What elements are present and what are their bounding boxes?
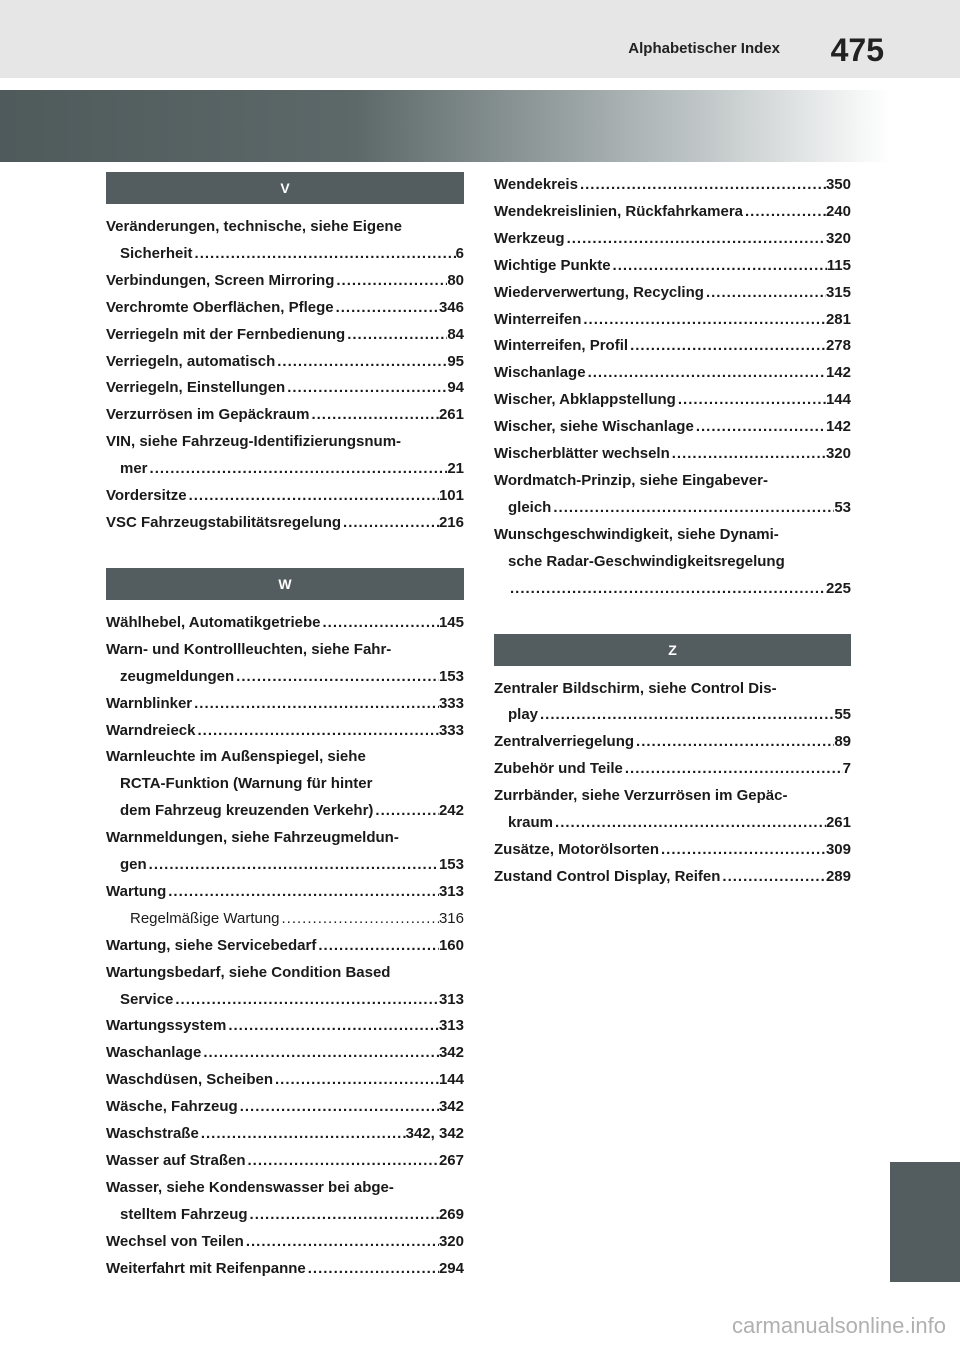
- index-entry-line: [494, 729, 851, 756]
- section-header: V: [106, 172, 464, 204]
- index-entry: [494, 226, 851, 253]
- index-entry-line: [106, 349, 464, 376]
- index-entry-line: [106, 1202, 464, 1229]
- index-entry: [494, 837, 851, 864]
- page-reference: 21: [447, 460, 464, 478]
- index-term: Regelmäßige Wartung: [130, 909, 280, 927]
- dot-leader: [670, 441, 826, 468]
- index-term: Waschdüsen, Scheiben: [106, 1071, 273, 1089]
- page-reference: 342: [438, 1044, 464, 1062]
- index-entry: [106, 322, 464, 349]
- chapter-side-tab: [890, 1162, 960, 1282]
- index-term: Verbindungen, Screen Mirroring: [106, 271, 335, 289]
- index-term: Vordersitze: [106, 487, 187, 505]
- section-gap: [494, 603, 851, 634]
- index-term: Verriegeln, automatisch: [106, 352, 276, 370]
- header-title: Alphabetischer Index: [628, 40, 780, 57]
- index-entry-line: [494, 441, 851, 468]
- index-entry: [106, 349, 464, 376]
- index-entry-line: VIN, siehe Fahrzeug-Identifizierungsnum-: [106, 433, 402, 451]
- chapter-banner: [0, 90, 890, 162]
- index-term: Verriegeln, Einstellungen: [106, 379, 286, 397]
- index-entry-line: Zurrbänder, siehe Verzurrösen im Gepäc-: [494, 787, 788, 805]
- index-term: Winterreifen, Profil: [494, 337, 629, 355]
- index-entry: [494, 468, 851, 522]
- index-entry: [106, 402, 464, 429]
- page-reference: 240: [825, 202, 851, 220]
- dot-leader: [187, 483, 439, 510]
- dot-leader: [273, 1067, 439, 1094]
- index-entry-line: [106, 798, 464, 825]
- index-entry-line: [106, 402, 464, 429]
- dot-leader: [320, 610, 438, 637]
- index-term: Verzurrösen im Gepäckraum: [106, 406, 310, 424]
- index-term: gen: [120, 856, 147, 874]
- index-entry-line: [106, 322, 464, 349]
- index-term: Wartung: [106, 882, 167, 900]
- index-entry-line: [494, 495, 851, 522]
- index-entry: [494, 676, 851, 730]
- index-term: Zubehör und Teile: [494, 760, 623, 778]
- index-entry-line: [106, 1013, 464, 1040]
- index-entry: [494, 441, 851, 468]
- index-entry: [106, 214, 464, 268]
- dot-leader: [720, 864, 826, 891]
- dot-leader: [275, 349, 447, 376]
- page-reference: 320: [438, 1232, 464, 1250]
- index-entry: [494, 756, 851, 783]
- index-entry: [106, 1067, 464, 1094]
- index-term: kraum: [508, 814, 554, 832]
- index-entry-line: [494, 199, 851, 226]
- index-entry: [106, 879, 464, 906]
- section-header: Z: [494, 634, 851, 666]
- page-reference: 261: [438, 406, 464, 424]
- index-entry-line: [494, 756, 851, 783]
- page-reference: 269: [438, 1205, 464, 1223]
- index-entry-line: RCTA-Funktion (Warnung für hinter: [120, 775, 373, 793]
- index-term: Winterreifen: [494, 310, 582, 328]
- page-reference: 278: [825, 337, 851, 355]
- index-entry-line: [106, 241, 464, 268]
- index-entry: [494, 864, 851, 891]
- index-entry: [494, 172, 851, 199]
- dot-leader: [634, 729, 834, 756]
- index-entry-line: [106, 375, 464, 402]
- index-term: VSC Fahrzeugstabilitätsregelung: [106, 513, 342, 531]
- index-term: zeugmeldungen: [120, 667, 235, 685]
- index-term: Wendekreis: [494, 176, 578, 193]
- index-entry: [106, 1175, 464, 1229]
- index-term: mer: [120, 460, 148, 478]
- index-entry: [106, 691, 464, 718]
- dot-leader: [611, 253, 827, 280]
- index-term: Wählhebel, Automatikgetriebe: [106, 613, 321, 631]
- section-gap: [106, 537, 464, 568]
- dot-leader: [173, 987, 439, 1014]
- page-reference: 101: [438, 487, 464, 505]
- dot-leader: [246, 1148, 439, 1175]
- index-entry-line: [106, 879, 464, 906]
- index-term: Wischanlage: [494, 364, 586, 382]
- index-term: Wischer, siehe Wischanlage: [494, 418, 694, 436]
- index-entry: [494, 199, 851, 226]
- index-term: Wäsche, Fahrzeug: [106, 1098, 238, 1116]
- page-reference: 342: [438, 1098, 464, 1116]
- index-entry-line: [106, 664, 464, 691]
- index-term: Warndreieck: [106, 721, 196, 739]
- page-reference: 267: [438, 1152, 464, 1169]
- page-reference: 89: [834, 733, 851, 751]
- index-term: Zusätze, Motorölsorten: [494, 840, 660, 858]
- page-reference: 216: [438, 513, 464, 531]
- index-term: Werkzeug: [494, 229, 565, 247]
- index-entry: [106, 1040, 464, 1067]
- index-entry-line: Zentraler Bildschirm, siehe Control Dis-: [494, 679, 777, 697]
- page-reference: 316: [438, 909, 464, 927]
- index-entry: [106, 295, 464, 322]
- index-term: Weiterfahrt mit Reifenpanne: [106, 1259, 306, 1277]
- dot-leader: [578, 172, 826, 199]
- page-reference: 333: [438, 694, 464, 712]
- dot-leader: [704, 280, 826, 307]
- index-entry: [106, 375, 464, 402]
- page-reference: 7: [842, 760, 851, 778]
- index-entry-line: Wasser, siehe Kondenswasser bei abge-: [106, 1178, 394, 1196]
- dot-leader: [508, 576, 826, 603]
- index-term: Waschanlage: [106, 1044, 202, 1062]
- index-entry-line: [494, 333, 851, 360]
- dot-leader: [193, 241, 456, 268]
- index-entry-line: [494, 576, 851, 603]
- page-reference: 350: [825, 176, 851, 193]
- index-entry: [106, 268, 464, 295]
- header-bar: [0, 0, 960, 78]
- page-reference: 55: [834, 706, 851, 724]
- index-entry: [494, 333, 851, 360]
- page-reference: 333: [438, 721, 464, 739]
- index-entry: [106, 825, 464, 879]
- index-term: Wechsel von Teilen: [106, 1232, 244, 1250]
- index-entry: [106, 933, 464, 960]
- page-reference: 160: [438, 936, 464, 954]
- dot-leader: [148, 456, 448, 483]
- dot-leader: [334, 268, 447, 295]
- dot-leader: [553, 810, 826, 837]
- index-entry: [106, 1094, 464, 1121]
- index-entry-line: Wordmatch-Prinzip, siehe Eingabever-: [494, 471, 768, 489]
- index-entry-line: [106, 1256, 464, 1283]
- page-reference: 145: [438, 613, 464, 631]
- index-term: gleich: [508, 498, 552, 516]
- index-entry-line: [106, 483, 464, 510]
- page-reference: 320: [825, 445, 851, 463]
- page-reference: 313: [438, 1017, 464, 1035]
- index-entry-line: [106, 691, 464, 718]
- index-term: Wartung, siehe Servicebedarf: [106, 936, 317, 954]
- page-reference: 53: [834, 498, 851, 516]
- index-term: Wartungssystem: [106, 1017, 227, 1035]
- dot-leader: [248, 1202, 439, 1229]
- index-entry-line: [106, 1067, 464, 1094]
- index-term: play: [508, 706, 539, 724]
- page-reference: 225: [825, 579, 851, 597]
- dot-leader: [743, 199, 826, 226]
- index-entry-line: Warnleuchte im Außenspiegel, siehe: [106, 748, 366, 766]
- index-entry: [106, 1148, 464, 1175]
- index-entry-line: [106, 1094, 464, 1121]
- index-entry-line: [494, 226, 851, 253]
- dot-leader: [316, 933, 439, 960]
- index-term: Zustand Control Display, Reifen: [494, 867, 721, 885]
- index-entry: [494, 522, 851, 603]
- page-reference: 242: [438, 802, 464, 820]
- page-reference: 261: [825, 814, 851, 832]
- page-reference: 315: [825, 283, 851, 301]
- index-entry: [106, 906, 464, 933]
- index-entry-line: [494, 414, 851, 441]
- index-entry: [106, 1256, 464, 1283]
- index-entry-line: [106, 933, 464, 960]
- dot-leader: [238, 1094, 439, 1121]
- page-reference: 313: [438, 882, 464, 900]
- index-entry-line: [106, 268, 464, 295]
- dot-leader: [373, 798, 439, 825]
- page-reference: 142: [825, 418, 851, 436]
- index-term: Zentralverriegelung: [494, 733, 635, 751]
- index-entry-line: [106, 1040, 464, 1067]
- index-term: dem Fahrzeug kreuzenden Verkehr): [120, 802, 374, 820]
- dot-leader: [166, 879, 439, 906]
- index-entry-line: [106, 906, 464, 933]
- page-reference: 144: [825, 391, 851, 409]
- index-entry: [106, 610, 464, 637]
- index-entry-line: [494, 864, 851, 891]
- index-entry: [494, 307, 851, 334]
- index-entry-line: [106, 987, 464, 1014]
- index-entry-line: [106, 1148, 464, 1175]
- page-reference: 6: [455, 244, 464, 262]
- index-entry: [106, 637, 464, 691]
- index-entry: [494, 414, 851, 441]
- dot-leader: [192, 691, 439, 718]
- index-entry-line: Veränderungen, technische, siehe Eigene: [106, 218, 402, 235]
- index-term: stelltem Fahrzeug: [120, 1205, 248, 1223]
- page-reference: 294: [438, 1259, 464, 1277]
- page-reference: 281: [825, 310, 851, 328]
- dot-leader: [309, 402, 439, 429]
- index-entry-line: [106, 718, 464, 745]
- index-term: Wischer, Abklappstellung: [494, 391, 676, 409]
- index-entry: [106, 1229, 464, 1256]
- index-entry: [106, 718, 464, 745]
- page-reference: 142: [825, 364, 851, 382]
- index-entry-line: [106, 510, 464, 537]
- index-entry-line: [494, 280, 851, 307]
- page-reference: 94: [447, 379, 464, 397]
- index-column-left: [106, 172, 464, 1283]
- index-entry-line: [106, 852, 464, 879]
- index-term: Wasser auf Straßen: [106, 1152, 246, 1169]
- page-reference: 289: [825, 867, 851, 885]
- page-reference: 346: [438, 298, 464, 316]
- dot-leader: [581, 307, 826, 334]
- page-reference: 144: [438, 1071, 464, 1089]
- dot-leader: [244, 1229, 439, 1256]
- dot-leader: [586, 360, 826, 387]
- index-entry-line: Warnmeldungen, siehe Fahrzeugmeldun-: [106, 829, 399, 847]
- index-entry: [494, 253, 851, 280]
- dot-leader: [147, 852, 439, 879]
- dot-leader: [334, 295, 439, 322]
- index-entry-line: [494, 172, 851, 199]
- index-entry: [106, 744, 464, 825]
- page-reference: 153: [438, 667, 464, 685]
- index-term: Wendekreislinien, Rückfahrkamera: [494, 202, 743, 220]
- dot-leader: [628, 333, 826, 360]
- index-entry-line: [106, 1229, 464, 1256]
- dot-leader: [694, 414, 826, 441]
- index-entry: [494, 387, 851, 414]
- index-term: Wiederverwertung, Recycling: [494, 283, 704, 301]
- page-reference: 309: [825, 840, 851, 858]
- page-reference: 153: [438, 856, 464, 874]
- index-entry-line: [494, 702, 851, 729]
- index-entry-line: [494, 307, 851, 334]
- index-entry: [106, 1013, 464, 1040]
- index-entry-line: Wunschgeschwindigkeit, siehe Dynami-: [494, 525, 779, 543]
- dot-leader: [285, 375, 447, 402]
- index-entry-line: [494, 387, 851, 414]
- index-entry-line: sche Radar-Geschwindigkeitsregelung: [508, 552, 785, 570]
- page-number: 475: [830, 32, 884, 68]
- dot-leader: [199, 1121, 406, 1148]
- index-entry-line: [494, 253, 851, 280]
- index-term: Sicherheit: [120, 244, 193, 262]
- index-entry-line: Warn- und Kontrollleuchten, siehe Fahr-: [106, 640, 392, 658]
- section-header: W: [106, 568, 464, 600]
- index-term: Verriegeln mit der Fernbedienung: [106, 325, 346, 343]
- page-reference: 84: [447, 325, 464, 343]
- dot-leader: [659, 837, 826, 864]
- index-entry: [494, 280, 851, 307]
- dot-leader: [551, 495, 834, 522]
- page-reference: 80: [447, 271, 464, 289]
- index-term: Waschstraße: [106, 1125, 199, 1143]
- dot-leader: [306, 1256, 439, 1283]
- index-term: Verchromte Oberflächen, Pflege: [106, 298, 334, 316]
- dot-leader: [565, 226, 826, 253]
- dot-leader: [280, 906, 439, 933]
- dot-leader: [195, 718, 438, 745]
- index-entry: [106, 1121, 464, 1148]
- dot-leader: [234, 664, 439, 691]
- page-reference: 95: [447, 352, 464, 370]
- index-entry-line: [494, 810, 851, 837]
- dot-leader: [538, 702, 834, 729]
- dot-leader: [676, 387, 826, 414]
- index-entry: [106, 483, 464, 510]
- dot-leader: [226, 1013, 439, 1040]
- index-term: Wichtige Punkte: [494, 256, 611, 274]
- index-entry-line: Wartungsbedarf, siehe Condition Based: [106, 963, 391, 981]
- index-column-right: [494, 172, 851, 891]
- index-entry: [106, 429, 464, 483]
- dot-leader: [341, 510, 439, 537]
- index-entry: [494, 360, 851, 387]
- index-entry: [106, 510, 464, 537]
- page-reference: 313: [438, 990, 464, 1008]
- dot-leader: [345, 322, 447, 349]
- dot-leader: [623, 756, 843, 783]
- index-entry: [494, 729, 851, 756]
- index-term: Wischerblätter wechseln: [494, 445, 670, 463]
- dot-leader: [201, 1040, 439, 1067]
- index-entry-line: [106, 1121, 464, 1148]
- watermark: carmanualsonline.info: [731, 1313, 946, 1338]
- index-entry-line: [106, 456, 464, 483]
- page-reference: 320: [825, 229, 851, 247]
- page-reference: 342, 342: [405, 1125, 464, 1143]
- index-term: Warnblinker: [106, 694, 193, 712]
- index-entry-line: [494, 837, 851, 864]
- index-entry-line: [106, 295, 464, 322]
- index-entry: [494, 783, 851, 837]
- index-entry: [106, 960, 464, 1014]
- page-reference: 115: [826, 256, 851, 274]
- index-entry-line: [106, 610, 464, 637]
- index-entry-line: [494, 360, 851, 387]
- index-term: Service: [120, 990, 174, 1008]
